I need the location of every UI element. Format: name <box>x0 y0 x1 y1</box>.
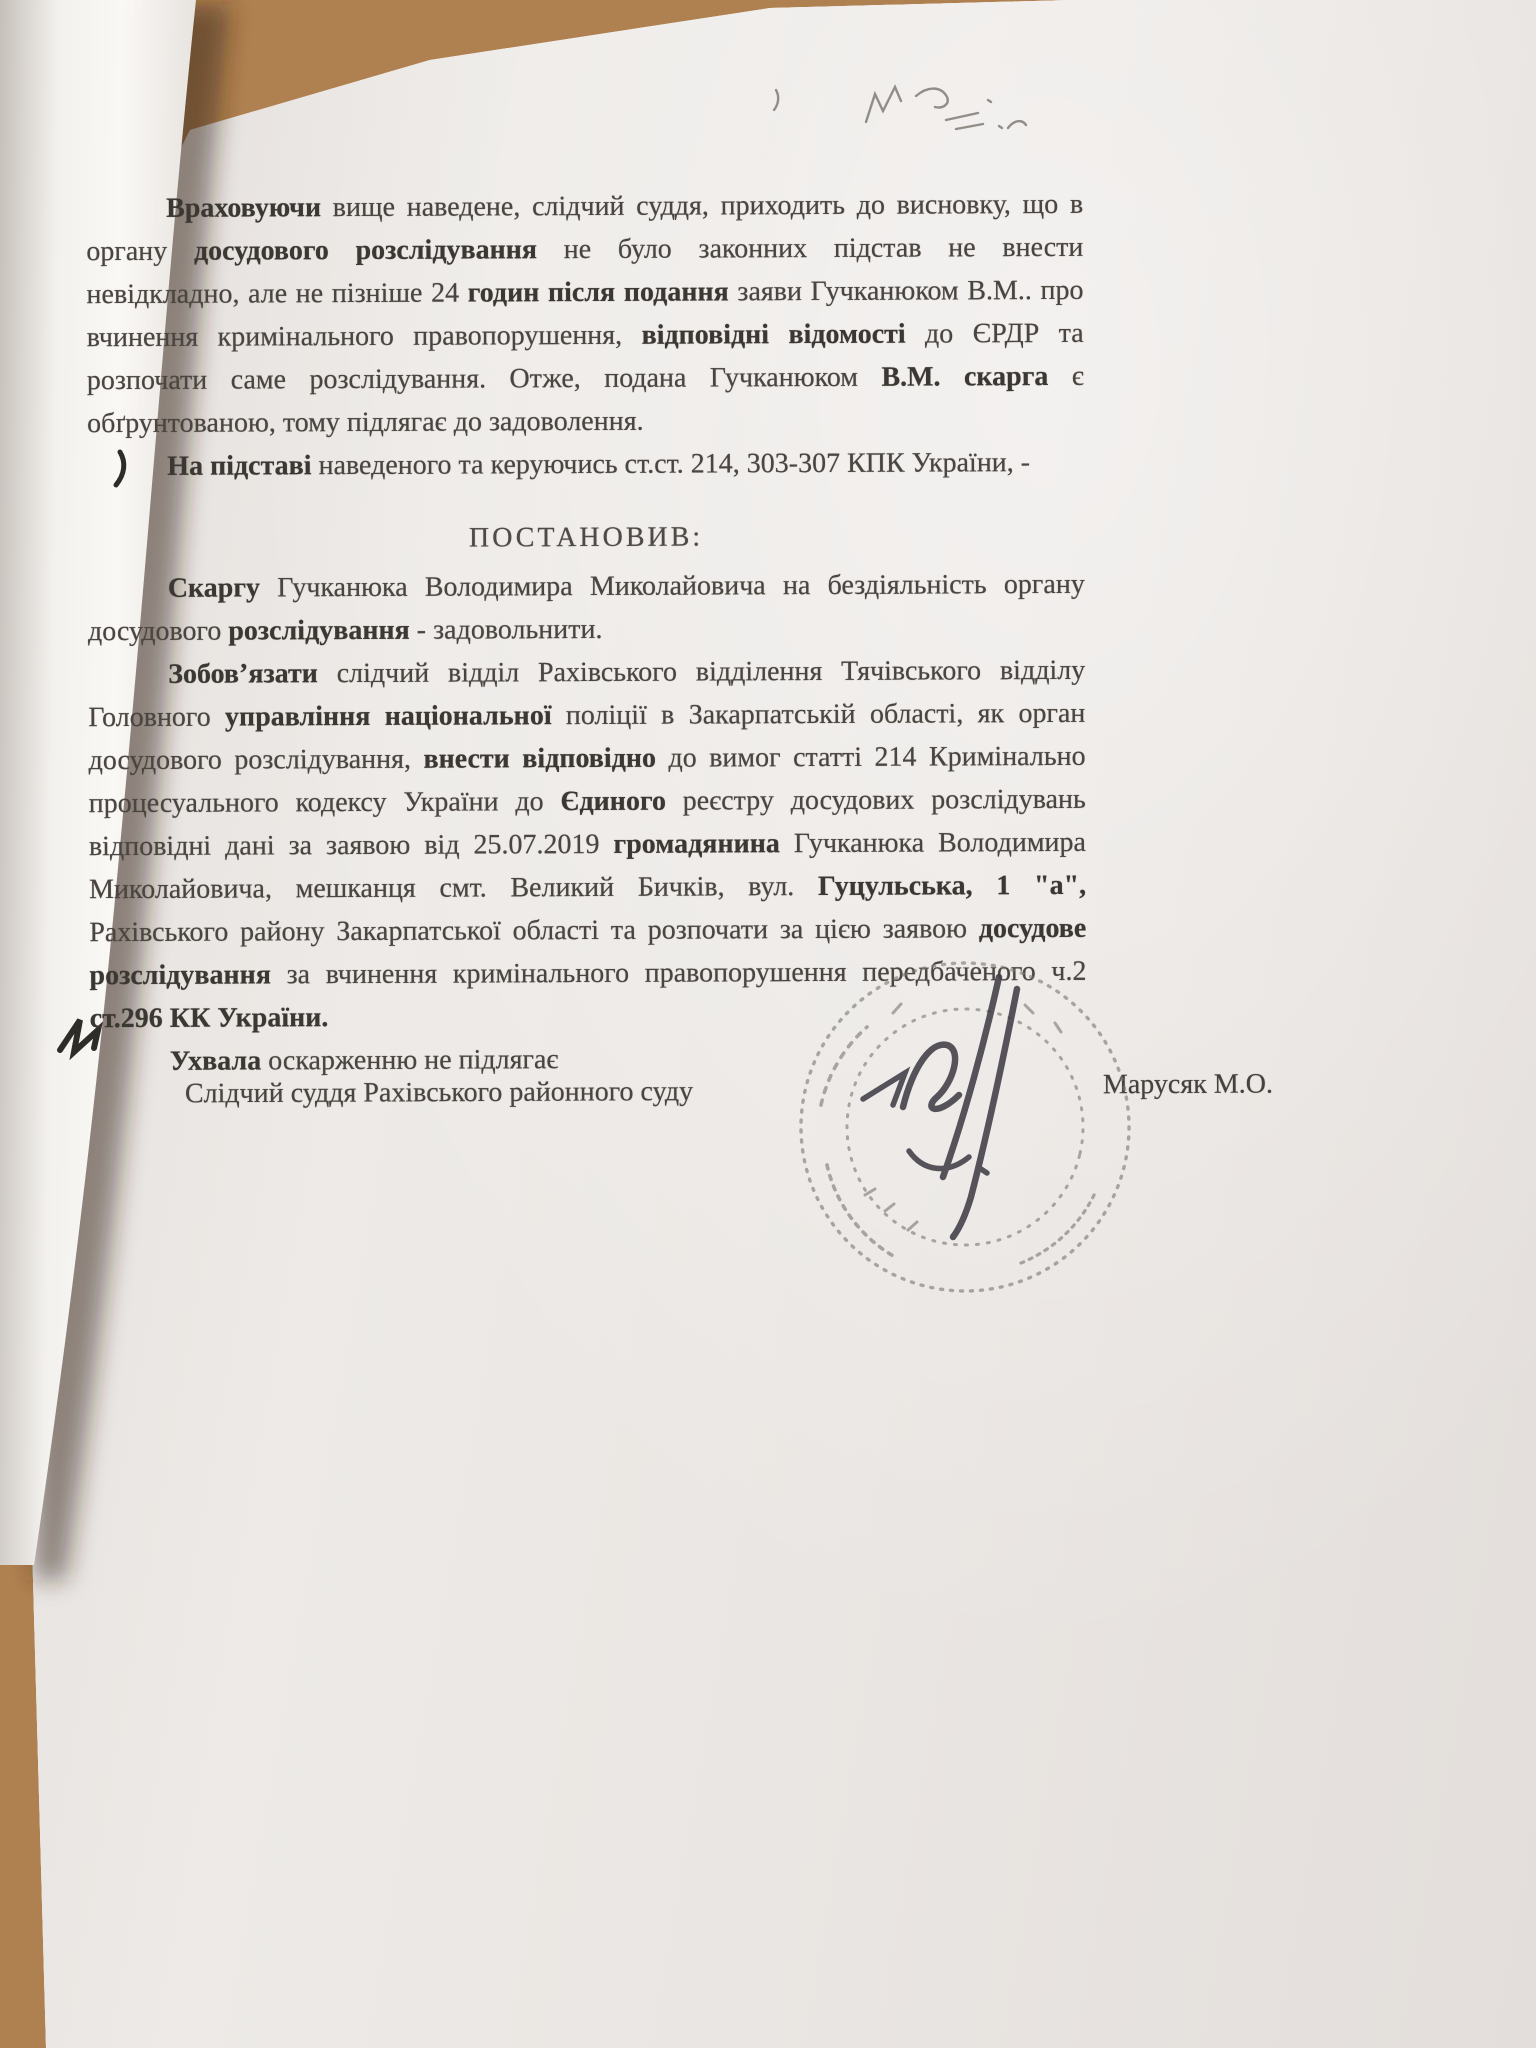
judge-title: Слідчий суддя Рахівського районного суду <box>184 1076 694 1110</box>
paragraph-conclusion: Враховуючи вище наведене, слідчий суддя, приходить до висновку, що в органу досудового розслідування не було законних підстав не внести невідкладно, але не пізніше 24 годин після подання заяви Гучканюком В.М.. про вчинення кримінального правопорушення, відповідні відомості до ЄРДР та розпочати саме розслідування. Отже, подана Гучканюком В.М. скарга є обґрунтованою, тому підлягає до задоволення. <box>86 188 1084 440</box>
scribble-mark <box>988 100 1002 128</box>
scribble-mark <box>916 89 948 108</box>
judge-signature <box>863 977 1017 1237</box>
paragraph-obligation: Зобов’язати слідчий відділ Рахівського відділення Тячівського відділу Головного управління національної поліції в Закарпатській області, як орган досудового розслідування, внести відповідно до вимог статті 214 Кримінально процесуального кодексу України до Єдиного реєстру досудових розслідувань відповідні дані за заявою від 25.07.2019 громадянина Гучканюка Володимира Миколайовича, мешканця смт. Великий Бичків, вул. Гуцульська, 1 "а", Рахівського району Закарпатської області та розпочати за цією заявою досудове розслідування за вчинення кримінального правопорушення передбаченого ч.2 ст.296 КК України. <box>88 654 1087 1035</box>
judge-name: Марусяк М.О. <box>1102 1068 1273 1101</box>
paragraph-complaint-granted: Скаргу Гучканюка Володимира Миколайовича на бездіяльність органу досудового розслідування - задовольнити. <box>87 568 1085 648</box>
stamp-text-arc <box>1021 1193 1095 1263</box>
scribble-mark <box>946 113 983 129</box>
scribble-mark <box>774 90 778 110</box>
paragraph-legal-basis: На підставі наведеного та керуючись ст.ст. 214, 303-307 КПК України, - <box>167 447 1031 482</box>
scribble-mark <box>1008 121 1026 128</box>
paragraph-no-appeal: Ухвала оскарженню не підлягає <box>169 1044 559 1077</box>
stamp-outer-ring <box>801 963 1129 1291</box>
court-stamp <box>775 945 1175 1335</box>
heading-resolved: ПОСТАНОВИВ: <box>468 521 704 554</box>
stamp-text-mark <box>865 1189 917 1230</box>
scribble-mark <box>866 87 901 122</box>
